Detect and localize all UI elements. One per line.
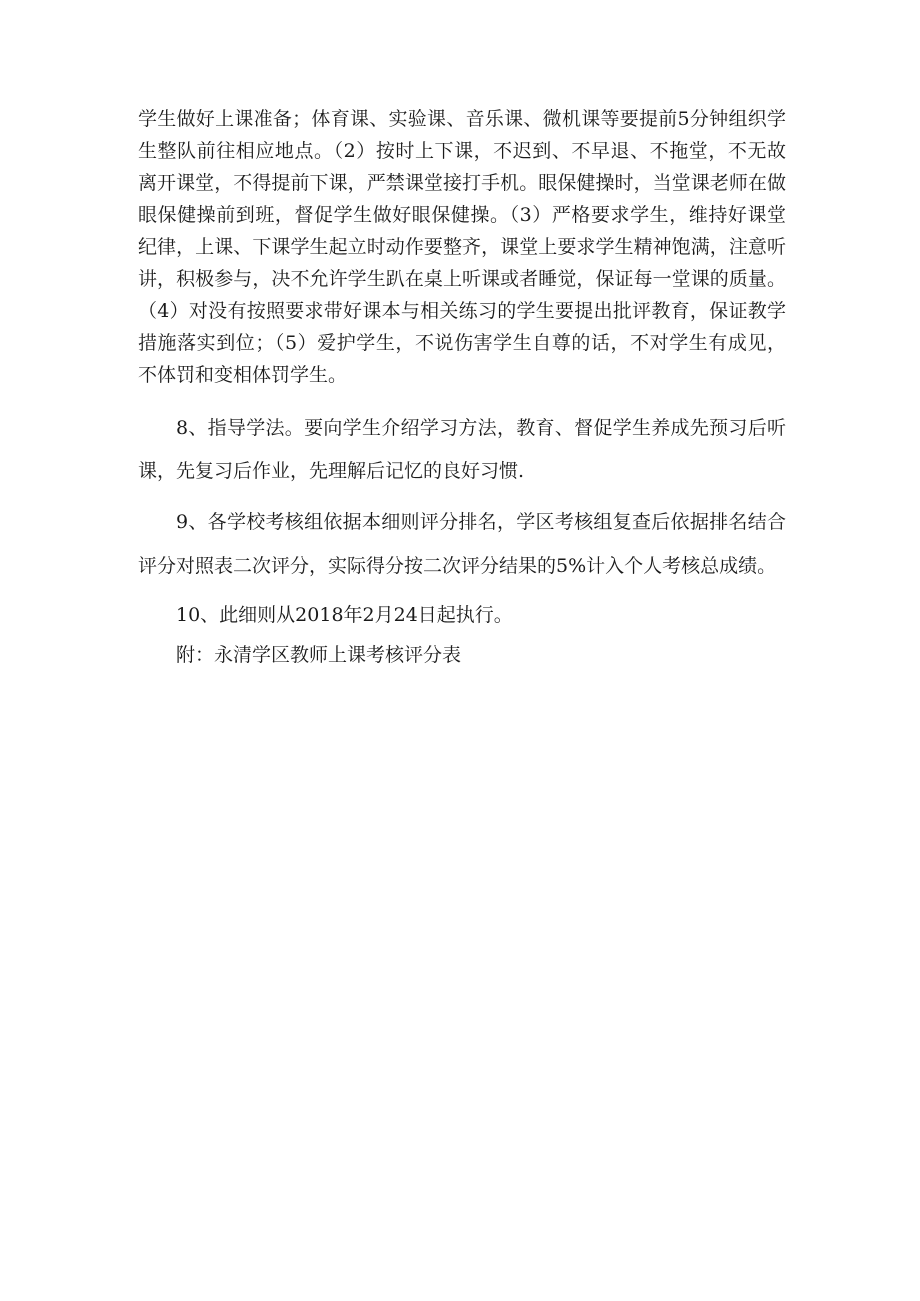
paragraph-item-9: 9、各学校考核组依据本细则评分排名，学区考核组复查后依据排名结合评分对照表二次评分，实际得分按二次评分结果的5%计入个人考核总成绩。: [138, 511, 786, 577]
document-body: [138, 103, 786, 675]
paragraph-classroom-rules: 学生做好上课准备；体育课、实验课、音乐课、微机课等要提前5分钟组织学生整队前往相应地点。（2）按时上下课，不迟到、不早退、不拖堂，不无故离开课堂，不得提前下课，严禁课堂接打手机。眼保健操时，当堂课老师在做眼保健操前到班，督促学生做好眼保健操。（3）严格要求学生，维持好课堂纪律，上课、下课学生起立时动作要整齐，课堂上要求学生精神饱满，注意听讲，积极参与，决不允许学生趴在桌上听课或者睡觉，保证每一堂课的质量。（4）对没有按照要求带好课本与相关练习的学生要提出批评教育，保证教学措施落实到位；（5）爱护学生，不说伤害学生自尊的话，不对学生有成见，不体罚和变相体罚学生。: [138, 108, 786, 386]
paragraph-appendix: 附：永清学区教师上课考核评分表: [176, 644, 462, 666]
paragraph-item-10: 10、此细则从2018年2月24日起执行。: [176, 604, 513, 626]
paragraph-item-8: 8、指导学法。要向学生介绍学习方法，教育、督促学生养成先预习后听课，先复习后作业，先理解后记忆的良好习惯.: [138, 417, 786, 482]
